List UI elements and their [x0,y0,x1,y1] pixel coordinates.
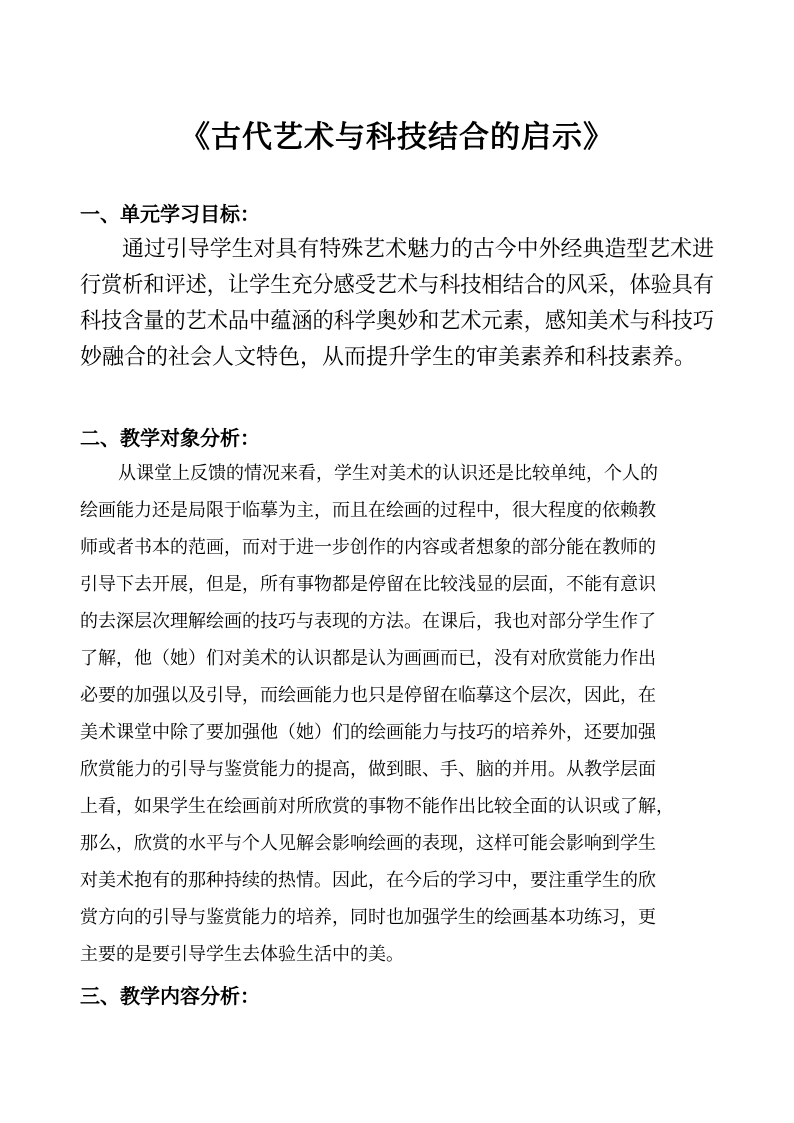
section-1-line: 行赏析和评述，让学生充分感受艺术与科技相结合的风采，体验具有 [80,273,715,298]
document-title: 《古代艺术与科技结合的启示》 [180,120,614,155]
section-2-line: 从课堂上反馈的情况来看，学生对美术的认识还是比较单纯，个人的 [118,463,658,484]
section-1-line: 妙融合的社会人文特色，从而提升学生的审美素养和科技素养。 [80,345,697,370]
section-2-line: 引导下去开展，但是，所有事物都是停留在比较浅显的层面，不能有意识 [80,574,656,595]
section-2-line: 师或者书本的范画，而对于进一步创作的内容或者想象的部分能在教师的 [80,537,656,558]
section-2-line: 的去深层次理解绘画的技巧与表现的方法。在课后，我也对部分学生作了 [80,611,656,632]
section-2-line: 了解，他（她）们对美术的认识都是认为画画而已，没有对欣赏能力作出 [80,648,656,669]
section-2-heading: 二、教学对象分析： [80,426,260,450]
section-2-line: 美术课堂中除了要加强他（她）们的绘画能力与技巧的培养外，还要加强 [80,722,656,743]
section-2-line: 必要的加强以及引导，而绘画能力也只是停留在临摹这个层次，因此，在 [80,685,656,706]
section-2-line: 赏方向的引导与鉴赏能力的培养，同时也加强学生的绘画基本功练习，更 [80,907,656,928]
section-3-heading: 三、教学内容分析： [80,984,260,1008]
section-2-line: 上看，如果学生在绘画前对所欣赏的事物不能作出比较全面的认识或了解， [80,796,674,817]
section-2-line: 绘画能力还是局限于临摹为主，而且在绘画的过程中，很大程度的依赖教 [80,500,656,521]
section-2-line: 欣赏能力的引导与鉴赏能力的提高，做到眼、手、脑的并用。从教学层面 [80,759,656,780]
section-1-heading: 一、单元学习目标： [80,202,260,226]
section-1-line: 通过引导学生对具有特殊艺术魅力的古今中外经典造型艺术进 [122,237,715,262]
section-2-line: 主要的是要引导学生去体验生活中的美。 [80,944,404,965]
section-1-line: 科技含量的艺术品中蕴涵的科学奥妙和艺术元素，感知美术与科技巧 [80,309,715,334]
section-2-line: 那么，欣赏的水平与个人见解会影响绘画的表现，这样可能会影响到学生 [80,833,656,854]
section-2-line: 对美术抱有的那种持续的热情。因此，在今后的学习中，要注重学生的欣 [80,870,656,891]
